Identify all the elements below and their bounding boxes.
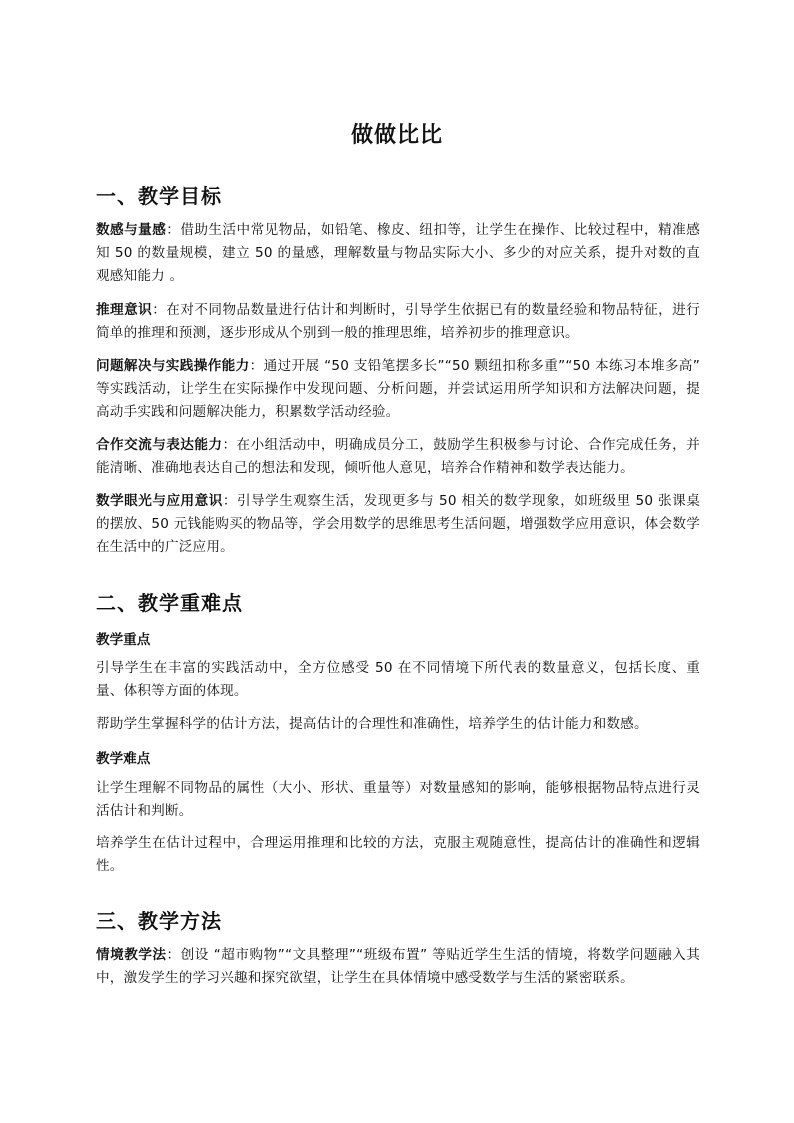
difficulty-paragraph: 让学生理解不同物品的属性（大小、形状、重量等）对数量感知的影响，能够根据物品特点进行灵活估计和判断。 — [96, 780, 700, 819]
section-heading-key-points: 二、教学重难点 — [96, 591, 243, 615]
goal-paragraph-problem-solving: 问题解决与实践操作能力：通过开展 “50 支铅笔摆多长”“50 颗纽扣称多重”“50 本练习本堆多高” 等实践活动，让学生在实际操作中发现问题、分析问题，并尝试运用所学知识和方法解决问题，提高动手实践和问题解决能力，积累数学活动经验。 — [96, 358, 701, 420]
section-heading-methods: 三、教学方法 — [96, 909, 222, 933]
goal-text: 借助生活中常见物品，如铅笔、橡皮、纽扣等，让学生在操作、比较过程中，精准感知 50 的数量规模，建立 50 的量感，理解数量与物品实际大小、多少的对应关系，提升对数的直观感知能力 。 — [96, 222, 701, 284]
method-paragraph-situational: 情境教学法：创设 “超市购物”“文具整理”“班级布置” 等贴近学生生活的情境，将数学问题融入其中，激发学生的学习兴趣和探究欲望，让学生在具体情境中感受数学与生活的紧密联系。 — [96, 947, 700, 986]
goal-text: 在对不同物品数量进行估计和判断时，引导学生依据已有的数量经验和物品特征，进行简单的推理和预测，逐步形成从个别到一般的推理思维，培养初步的推理意识。 — [96, 302, 700, 341]
key-point-paragraph: 帮助学生掌握科学的估计方法，提高估计的合理性和准确性，培养学生的估计能力和数感。 — [96, 716, 648, 732]
goal-paragraph-reasoning: 推理意识：在对不同物品数量进行估计和判断时，引导学生依据已有的数量经验和物品特征，进行简单的推理和预测，逐步形成从个别到一般的推理思维，培养初步的推理意识。 — [96, 302, 700, 341]
goal-text: 引导学生观察生活，发现更多与 50 相关的数学现象，如班级里 50 张课桌的摆放、50 元钱能购买的物品等，学会用数学的思维思考生活问题，增强数学应用意识，体会数学在生活中的广泛应用。 — [96, 493, 700, 555]
method-text: 创设 “超市购物”“文具整理”“班级布置” 等贴近学生生活的情境，将数学问题融入其中，激发学生的学习兴趣和探究欲望，让学生在具体情境中感受数学与生活的紧密联系。 — [96, 947, 700, 986]
goal-paragraph-number-sense: 数感与量感：借助生活中常见物品，如铅笔、橡皮、纽扣等，让学生在操作、比较过程中，精准感知 50 的数量规模，建立 50 的量感，理解数量与物品实际大小、多少的对应关系，提升对数的直观感知能力 。 — [96, 222, 701, 284]
goal-text: 通过开展 “50 支铅笔摆多长”“50 颗纽扣称多重”“50 本练习本堆多高” 等实践活动，让学生在实际操作中发现问题、分析问题，并尝试运用所学知识和方法解决问题，提高动手实践和问题解决能力，积累数学活动经验。 — [96, 358, 701, 420]
subheading-difficulty: 教学难点 — [96, 751, 151, 767]
goal-paragraph-cooperation: 合作交流与表达能力：在小组活动中，明确成员分工，鼓励学生积极参与讨论、合作完成任务，并能清晰、准确地表达自己的想法和发现，倾听他人意见，培养合作精神和数学表达能力。 — [96, 437, 700, 476]
difficulty-paragraph: 培养学生在估计过程中，合理运用推理和比较的方法，克服主观随意性，提高估计的准确性和逻辑性。 — [96, 835, 700, 874]
key-point-paragraph: 引导学生在丰富的实践活动中，全方位感受 50 在不同情境下所代表的数量意义，包括长度、重量、体积等方面的体现。 — [96, 660, 700, 699]
goal-text: 在小组活动中，明确成员分工，鼓励学生积极参与讨论、合作完成任务，并能清晰、准确地表达自己的想法和发现，倾听他人意见，培养合作精神和数学表达能力。 — [96, 437, 700, 476]
goal-label: 问题解决与实践操作能力 — [96, 358, 250, 374]
method-label: 情境教学法 — [96, 947, 167, 963]
section-heading-goals: 一、教学目标 — [96, 184, 222, 208]
goal-label: 数学眼光与应用意识 — [96, 493, 223, 509]
goal-paragraph-application: 数学眼光与应用意识：引导学生观察生活，发现更多与 50 相关的数学现象，如班级里 50 张课桌的摆放、50 元钱能购买的物品等，学会用数学的思维思考生活问题，增强数学应用意识，体会数学在生活中的广泛应用。 — [96, 493, 700, 555]
goal-label: 推理意识 — [96, 302, 153, 318]
subheading-key-point: 教学重点 — [96, 632, 151, 648]
goal-label: 合作交流与表达能力 — [96, 437, 223, 453]
goal-label: 数感与量感 — [96, 222, 167, 238]
document-title: 做做比比 — [350, 123, 443, 148]
